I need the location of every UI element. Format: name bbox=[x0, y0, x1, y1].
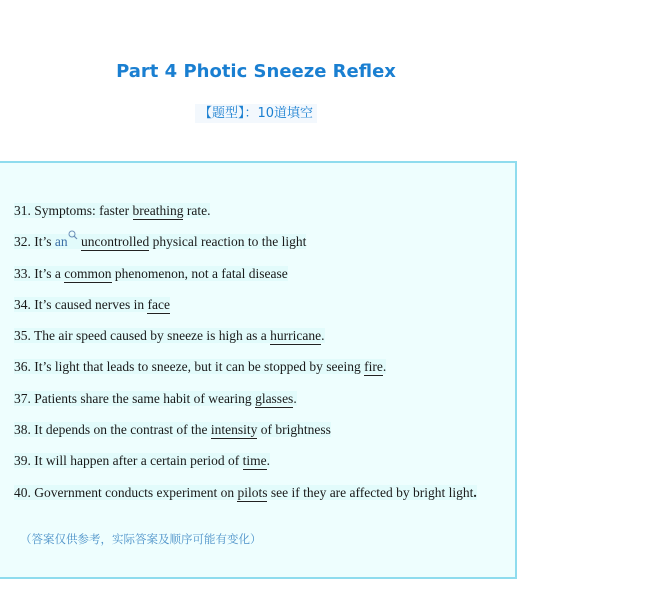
answer-word: face bbox=[147, 296, 170, 312]
list-item bbox=[14, 450, 477, 481]
item-text: . bbox=[473, 484, 477, 500]
list-item bbox=[14, 294, 477, 325]
list-item bbox=[14, 231, 477, 262]
list-item bbox=[14, 325, 477, 356]
question-type-label: 【题型】：10道填空 bbox=[195, 104, 317, 123]
answer-word: glasses bbox=[255, 390, 294, 406]
answer-word: breathing bbox=[132, 203, 184, 218]
disclaimer-note: （答案仅供参考，实际答案及顺序可能有变化） bbox=[20, 532, 262, 546]
answer-word: fire bbox=[364, 359, 383, 375]
answer-word: time bbox=[242, 453, 267, 469]
item-text: . bbox=[293, 390, 297, 406]
list-item bbox=[14, 388, 477, 419]
list-item bbox=[14, 482, 477, 513]
item-text: 36. It’s light that leads to sneeze, but it can be stopped by seeing bbox=[14, 359, 365, 375]
item-text: 35. The air speed caused by sneeze is high as a bbox=[14, 328, 271, 344]
item-text: . bbox=[321, 328, 325, 344]
page-title: Part 4 Photic Sneeze Reflex bbox=[116, 61, 396, 82]
answer-word: pilots bbox=[237, 484, 268, 500]
answer-word: hurricane bbox=[270, 328, 322, 344]
item-text: 38. It depends on the contrast of the bbox=[14, 422, 211, 438]
item-text: . bbox=[382, 359, 387, 375]
item-text: 33. It’s a bbox=[14, 265, 65, 281]
item-text: 32. It’s bbox=[14, 234, 55, 250]
item-text: 37. Patients share the same habit of wearing bbox=[14, 390, 256, 406]
item-text: 34. It’s caused nerves in bbox=[14, 296, 148, 312]
answer-word: uncontrolled bbox=[81, 234, 150, 250]
list-item bbox=[14, 419, 477, 450]
list-item bbox=[14, 263, 477, 294]
item-text: 40. Government conducts experiment on bbox=[14, 484, 238, 500]
list-item bbox=[14, 200, 477, 231]
item-text: of brightness bbox=[257, 422, 331, 438]
search-icon[interactable] bbox=[68, 230, 78, 240]
answer-word: intensity bbox=[210, 422, 258, 438]
list-item bbox=[14, 356, 477, 387]
question-type bbox=[0, 102, 512, 121]
item-text: 31. Symptoms: faster bbox=[14, 203, 133, 218]
item-text: physical reaction to the light bbox=[149, 234, 307, 250]
answer-word: common bbox=[64, 265, 112, 281]
item-text: an bbox=[54, 234, 68, 250]
item-text: rate. bbox=[183, 203, 211, 218]
item-text: 39. It will happen after a certain period of bbox=[14, 453, 243, 469]
item-text: phenomenon, not a fatal disease bbox=[111, 265, 288, 281]
item-text: see if they are affected by bright light bbox=[267, 484, 474, 500]
answer-list bbox=[14, 200, 477, 513]
item-text: . bbox=[266, 453, 271, 469]
